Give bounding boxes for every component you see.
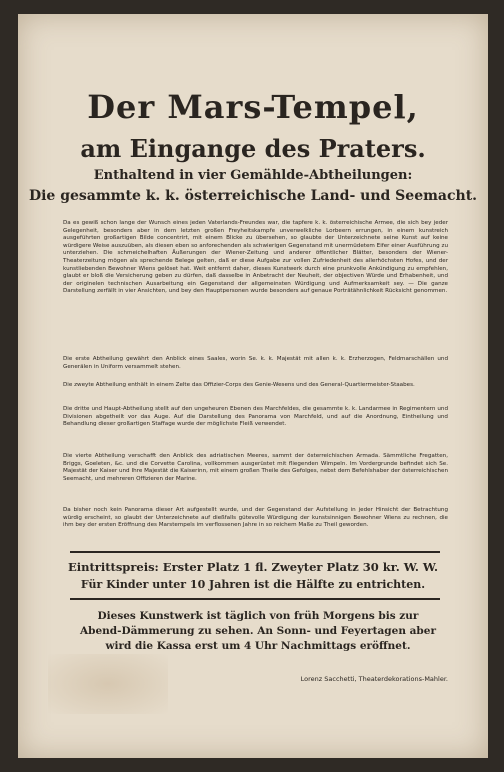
poster-title: Der Mars-Tempel, [87,88,419,126]
divider-rule-bottom [70,598,440,600]
divider-rule-top [70,551,440,553]
intro-paragraph: Da es gewiß schon lange der Wunsch eines jeden Vaterlands-Freundes war, die tapfere k. k. österreichische Armee, die sich bey jeder Gelegenheit, besonders aber in dem letzten großen Freyheitskampfe unverwelkliche Lorbeern errungen, in einem kunstreich ausgeführten großartigen Bilde concentrirt, mit einem Blicke zu übersehen, so glaubte der Unterzeichnete seine Kunst auf keine würdigere Weise auszuüben, als diesen eben so anforechenden als schwierigen Gegenstand mit unermüdetem Eifer einer Ausführung zu unterziehen. Die schmeichelhaften Äußerungen der Wiener-Zeitung und anderer öffentlicher Blätter, besonders der Wiener-Theaterzeitung mögen als sprechende Belege gelten, daß er diese Aufgabe zur vollen Zufriedenheit des allerhöchsten Hofes, und der kunstliebenden Bewohner Wiens gelöset hat. Weit entfernt daher, dieses Kunstwerk durch eine prunkvolle Ankündigung zu empfehlen, glaubt er bloß die Versicherung geben zu dürfen, daß dasselbe in Anbetracht der Neuheit, der objectiven Würde und Erhabenheit, und der originelen technischen Ausarbeitung ein Gegenstand der allgemeinsten Würdigung und Aufmerksamkeit sey. — Die ganze Darstellung zerfällt in vier Ansichten, und bey den Hauptpersonen wurde besonders auf genaue Porträtähnlichkeit Rücksicht genommen. [63,220,448,295]
section-1-paragraph: Die erste Abtheilung gewährt den Anblick eines Saales, worin Se. k. k. Majestät mit allen k. k. Erzherzogen, Feldmarschällen und Generälen in Uniform versammelt stehen. [63,356,448,370]
signature: Lorenz Sacchetti, Theaterdekorations-Mahler. [300,675,448,683]
admission-price: Eintrittspreis: Erster Platz 1 fl. Zweyter Platz 30 kr. W. W. [67,560,439,574]
section-4-paragraph: Die vierte Abtheilung verschafft den Anblick des adriatischen Meeres, sammt der österreichischen Armada. Sämmtliche Fregatten, Briggs, Goeleten, &c. und die Corvette Carolina, vollkommen ausgerüstet mit fliegenden Wimpeln. Im Vordergrunde befindet sich Se. Majestät der Kaiser und Ihre Majestät die Kaiserinn, mit einem großen Theile des Gefolges, nebst dem Befehlshaber der österreichischen Seemacht, und mehreren Offizieren der Marine. [63,453,448,482]
poster-sheet [18,14,488,758]
poster-subtitle: am Eingange des Praters. [80,134,426,163]
paper-stain [48,654,168,714]
section-3-paragraph: Die dritte und Haupt-Abtheilung stellt auf den ungeheuren Ebenen des Marchfeldes, die gesammte k. k. Landarmee in Regimentern und Divisionen abgetheilt vor das Auge. Auf die Darstellung des Panorama von Marchfeld, und auf die Anordnung, Eintheilung und Behandlung dieser großartigen Staffage wurde der möglichste Fleiß verwendet. [63,406,448,428]
opening-hours: Dieses Kunstwerk ist täglich von früh Morgens bis zur Abend-Dämmerung zu sehen. An Sonn- und Feyertagen aber wird die Kassa erst um 4 Uhr Nachmittags eröffnet. [80,610,436,652]
section-2-paragraph: Die zweyte Abtheilung enthält in einem Zelte das Offizier-Corps des Genie-Wesens und des General-Quartiermeister-Staabes. [63,382,415,388]
closing-paragraph: Da bisher noch kein Panorama dieser Art aufgestellt wurde, und der Gegenstand der Aufstellung in jeder Hinsicht der Betrachtung würdig erscheint, so glaubt der Unterzeichnete auf dießfalls gütevolle Würdigung der kunstsinnigen Bewohner Wiens zu rechnen, die ihm bey der ersten Eröffnung des Marstempels im verflossenen Jahre in so reichem Maße zu Theil geworden. [63,507,448,529]
children-price-note: Für Kinder unter 10 Jahren ist die Hälfte zu entrichten. [80,578,426,591]
poster-theme-line: Die gesammte k. k. österreichische Land- und Seemacht. [28,188,478,204]
poster-contents-line: Enthaltend in vier Gemählde-Abtheilungen: [93,168,413,183]
